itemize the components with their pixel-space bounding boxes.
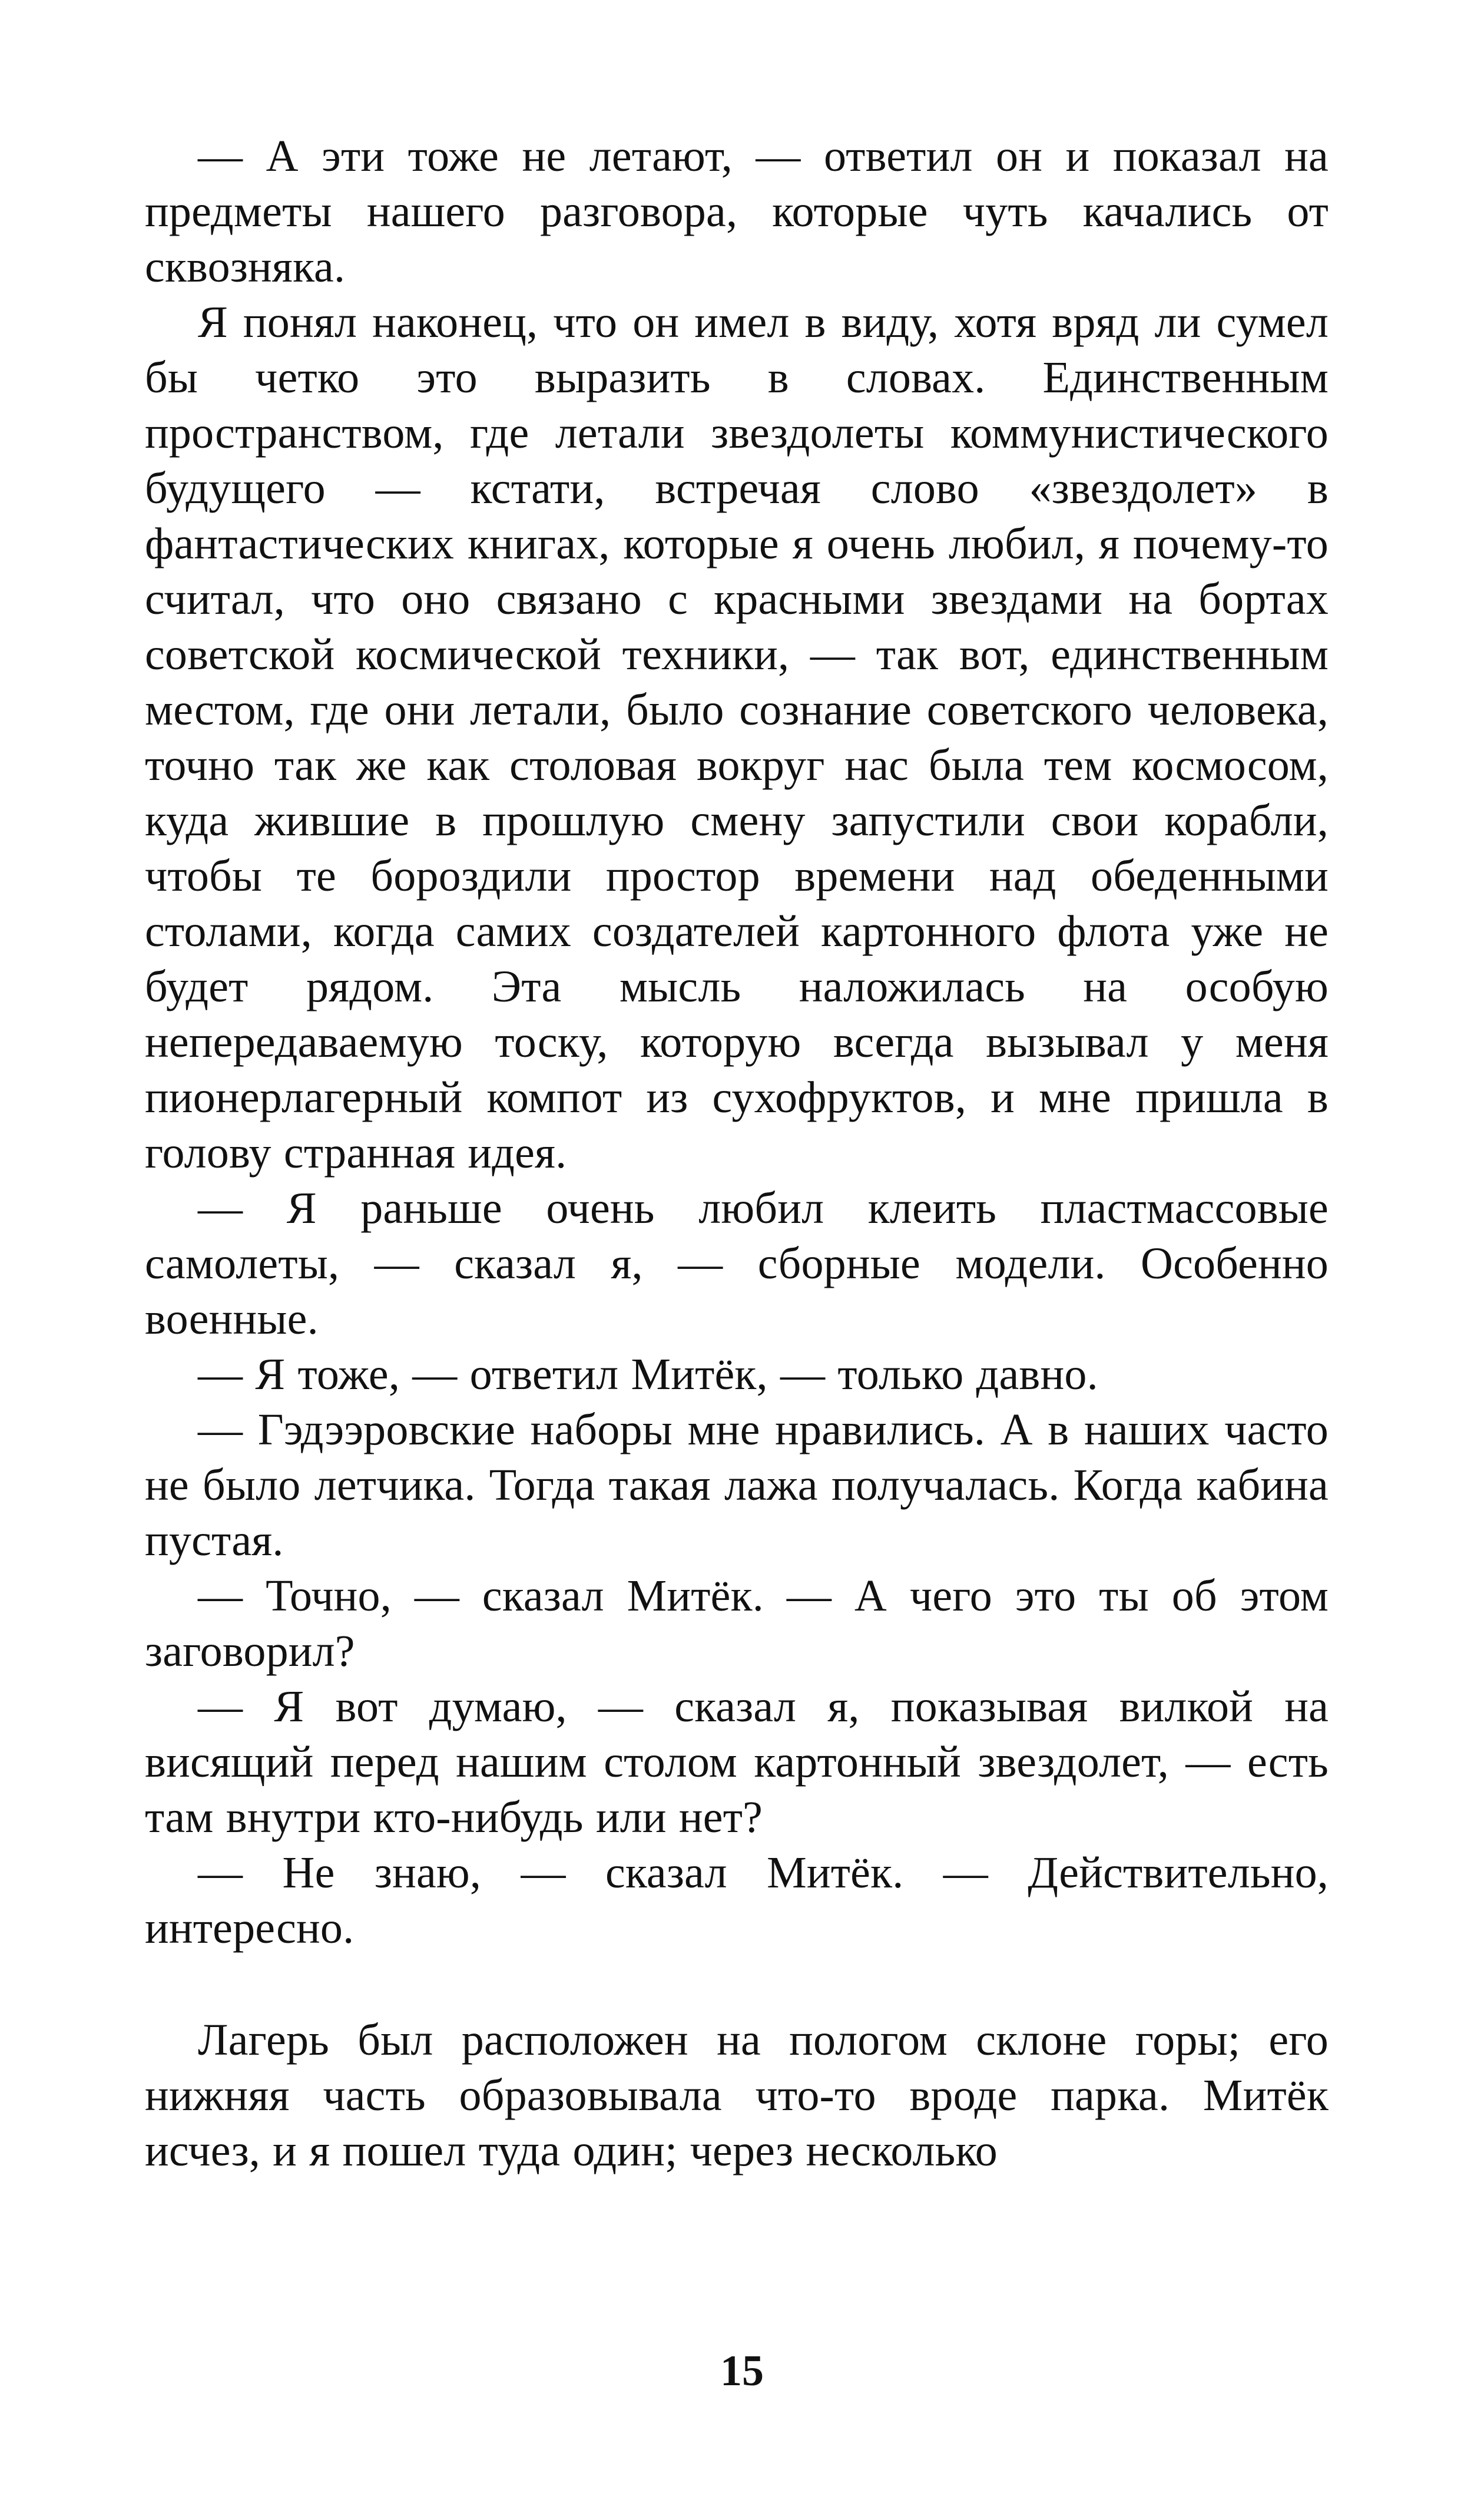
paragraph-4: — Я тоже, — ответил Митёк, — только давно. bbox=[198, 1350, 1098, 1399]
text-block-section-break bbox=[145, 2012, 1329, 2178]
paragraph-1: — А эти тоже не летают, — ответил он и показал на предметы нашего разговора, которые чуть качались от сквозняка. bbox=[145, 131, 1329, 292]
text-column bbox=[145, 128, 1329, 2178]
paragraph-9: Лагерь был расположен на пологом склоне горы; его нижняя часть образовывала что-то вроде парка. Митёк исчез, и я пошел туда один; через несколько bbox=[145, 2015, 1329, 2175]
page-number: 15 bbox=[720, 2347, 764, 2395]
paragraph-3: — Я раньше очень любил клеить пластмассовые самолеты, — сказал я, — сборные модели. Особенно военные. bbox=[145, 1183, 1329, 1344]
paragraph-7: — Я вот думаю, — сказал я, показывая вилкой на висящий перед нашим столом картонный звездолет, — есть там внутри кто-нибудь или нет? bbox=[145, 1682, 1329, 1842]
text-block-dialogue bbox=[145, 128, 1329, 1956]
paragraph-6: — Точно, — сказал Митёк. — А чего это ты об этом заговорил? bbox=[145, 1571, 1329, 1676]
paragraph-2: Я понял наконец, что он имел в виду, хотя вряд ли сумел бы четко это выразить в словах. Единственным пространством, где летали звездолеты коммунистического будущего — кстати, встречая слово «звездолет» в фантастических книгах, которые я очень любил, я почему-то считал, что оно связано с красными звездами на бортах советской космической техники, — так вот, единственным местом, где они летали, было сознание советского человека, точно так же как столовая вокруг нас была тем космосом, куда жившие в прошлую смену запустили свои корабли, чтобы те бороздили простор времени над обеденными столами, когда самих создателей картонного флота уже не будет рядом. Эта мысль наложилась на особую непередаваемую тоску, которую всегда вызывал у меня пионерлагерный компот из сухофруктов, и мне пришла в голову странная идея. bbox=[145, 297, 1329, 1178]
paragraph-8: — Не знаю, — сказал Митёк. — Действительно, интересно. bbox=[145, 1848, 1329, 1953]
paragraph-5: — Гэдээровские наборы мне нравились. А в наших часто не было летчика. Тогда такая лажа получалась. Когда кабина пустая. bbox=[145, 1405, 1329, 1565]
